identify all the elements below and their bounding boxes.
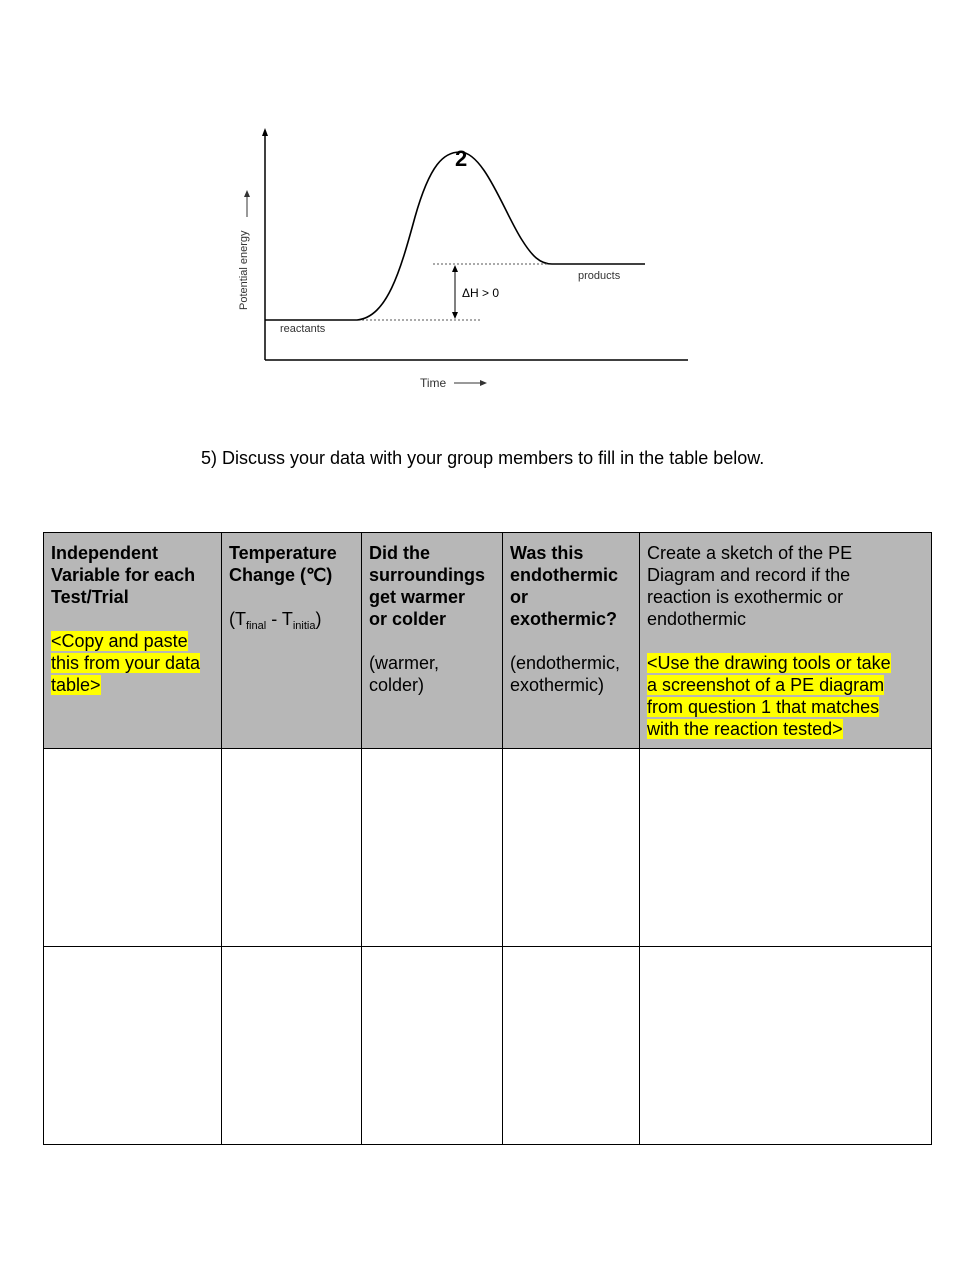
header-text-line: Create a sketch of the PE bbox=[647, 543, 853, 563]
header-title-line: endothermic bbox=[510, 565, 619, 585]
table-cell[interactable] bbox=[44, 749, 222, 947]
header-title-line: Test/Trial bbox=[51, 587, 129, 607]
reactants-label: reactants bbox=[280, 323, 326, 335]
copy-paste-hint: <Copy and paste bbox=[51, 631, 188, 651]
drawing-tools-hint: from question 1 that matches bbox=[647, 697, 880, 717]
drawing-tools-hint: <Use the drawing tools or take bbox=[647, 653, 891, 673]
pe-diagram bbox=[222, 122, 702, 397]
x-axis-label: Time bbox=[420, 376, 447, 390]
temperature-formula: $(T_{final} - T_{initia})$ bbox=[229, 609, 322, 632]
header-endo-exo bbox=[503, 533, 640, 749]
header-title-line: surroundings bbox=[369, 565, 485, 585]
y-label-arrowhead bbox=[244, 190, 250, 197]
delta-h-label: ΔH > 0 bbox=[462, 286, 500, 300]
table-cell[interactable] bbox=[362, 947, 503, 1145]
drawing-tools-hint: with the reaction tested> bbox=[647, 719, 843, 739]
y-axis-label: Potential energy bbox=[238, 230, 250, 310]
header-temperature-change bbox=[222, 533, 362, 749]
header-title-line: Temperature bbox=[229, 543, 337, 563]
table-cell[interactable] bbox=[222, 947, 362, 1145]
copy-paste-hint: this from your data bbox=[51, 653, 201, 673]
table-cell[interactable] bbox=[44, 947, 222, 1145]
options-text: (warmer, bbox=[369, 653, 440, 673]
drawing-tools-hint: a screenshot of a PE diagram bbox=[647, 675, 885, 695]
header-title-line: Did the bbox=[369, 543, 430, 563]
table-header-row bbox=[44, 533, 932, 749]
header-independent-variable bbox=[44, 533, 222, 749]
options-text: exothermic) bbox=[510, 675, 605, 695]
header-pe-sketch bbox=[640, 533, 932, 749]
header-text-line: endothermic bbox=[647, 609, 747, 629]
table-cell[interactable] bbox=[640, 947, 932, 1145]
header-title-line: Was this bbox=[510, 543, 584, 563]
table-cell[interactable] bbox=[640, 749, 932, 947]
table-cell[interactable] bbox=[362, 749, 503, 947]
header-title-line: Change (℃) bbox=[229, 565, 333, 585]
delta-h-arrowhead-bottom bbox=[452, 312, 458, 319]
table-row bbox=[44, 947, 932, 1145]
table-row bbox=[44, 749, 932, 947]
header-text-line: Diagram and record if the bbox=[647, 565, 851, 585]
header-title-line: Variable for each bbox=[51, 565, 196, 585]
header-title-line: Independent bbox=[51, 543, 158, 563]
peak-label: 2 bbox=[455, 146, 468, 171]
x-label-arrowhead bbox=[480, 380, 487, 386]
options-text: (endothermic, bbox=[510, 653, 621, 673]
header-title-line: or colder bbox=[369, 609, 447, 629]
header-title-line: get warmer bbox=[369, 587, 466, 607]
y-axis-arrow bbox=[262, 128, 268, 136]
table-cell[interactable] bbox=[222, 749, 362, 947]
header-surroundings bbox=[362, 533, 503, 749]
results-table bbox=[43, 532, 932, 1145]
table-cell[interactable] bbox=[503, 749, 640, 947]
delta-h-arrowhead-top bbox=[452, 265, 458, 272]
products-label: products bbox=[578, 270, 621, 282]
header-title-line: or bbox=[510, 587, 528, 607]
question-5: 5) Discuss your data with your group members to fill in the table below. bbox=[201, 448, 765, 468]
header-text-line: reaction is exothermic or bbox=[647, 587, 844, 607]
table-cell[interactable] bbox=[503, 947, 640, 1145]
header-title-line: exothermic? bbox=[510, 609, 618, 629]
options-text: colder) bbox=[369, 675, 425, 695]
copy-paste-hint: table> bbox=[51, 675, 101, 695]
